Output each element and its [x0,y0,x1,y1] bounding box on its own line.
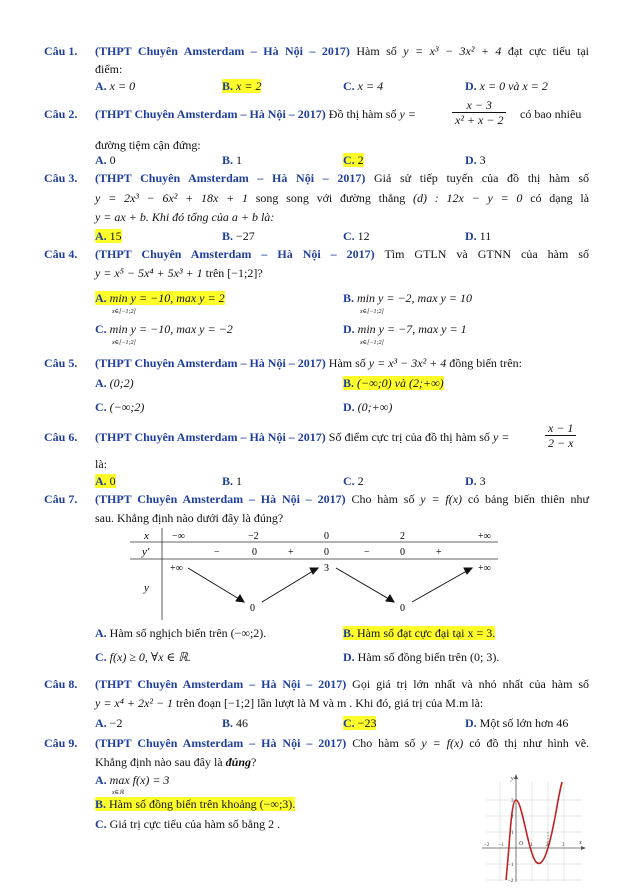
answer-c[interactable]: C. −23 [343,716,377,730]
answer-a[interactable]: A. 15 [95,229,122,243]
y-value: 0 [400,603,405,614]
origin-label: O [519,841,524,847]
question-text: (THPT Chuyên Amsterdam – Hà Nội – 2017) Gọi giá trị lớn nhất và nhỏ nhất của hàm số [95,677,589,691]
question-text-cont: y = x⁵ − 5x⁴ + 5x³ + 1 trên [−1;2]? [95,266,263,280]
x-value: 2 [400,531,405,542]
row-y-label: y [144,582,149,594]
fraction: $\frac{x - 3}{\text{x² + x − 2}}$ [452,98,506,127]
subscript: x∈[−1;2] [360,340,384,346]
question-label: Câu 7. [44,492,78,506]
answer-b[interactable]: B. 1 [222,474,243,488]
answer-a[interactable]: A. x = 0 [95,79,136,93]
sign: − [364,547,370,558]
answer-c[interactable]: C. min y = −10, max y = −2 [95,322,233,336]
x-value: −∞ [172,531,185,542]
question-text-cont: y = ax + b. Khi đó tổng của a + b là: [95,210,275,224]
answer-b[interactable]: B. 1 [222,153,243,167]
answer-c[interactable]: C. Giá trị cực tiểu của hàm số bằng 2 . [95,817,281,831]
variation-table [130,528,498,620]
question-label: Câu 1. [44,44,78,58]
answer-d[interactable]: D. (0;+∞) [343,400,393,414]
arrow-down [188,568,244,602]
subscript: x∈[−1;2] [112,309,136,315]
question-label: Câu 9. [44,736,78,750]
y-arrow [514,774,518,779]
question-label: Câu 2. [44,107,78,121]
answer-c[interactable]: C. (−∞;2) [95,400,145,414]
curve [506,782,562,880]
answer-c[interactable]: C. 2 [343,153,364,167]
question-label: Câu 6. [44,430,78,444]
question-text: (THPT Chuyên Amsterdam – Hà Nội – 2017) Hàm số y = x³ − 3x² + 4 đồng biến trên: [95,356,522,370]
answer-d[interactable]: D. Một số lớn hơn 46 [465,716,569,730]
y-value: 0 [250,603,255,614]
tick: 2 [546,843,549,848]
y-axis-label: y [511,776,514,782]
answer-d[interactable]: D. 3 [465,153,486,167]
question-text: (THPT Chuyên Amsterdam – Hà Nội – 2017) Số điểm cực trị của đồ thị hàm số y = [95,430,510,444]
answer-a[interactable]: A. (0;2) [95,376,134,390]
answer-b[interactable]: B. −27 [222,229,255,243]
answer-d[interactable]: D. 3 [465,474,486,488]
arrow-up [412,568,472,602]
answer-d[interactable]: D. 11 [465,229,492,243]
answer-a[interactable]: A. 0 [95,474,116,488]
question-text: (THPT Chuyên Amsterdam – Hà Nội – 2017) Giả sử tiếp tuyến của đồ thị hàm số [95,171,589,185]
question-text: (THPT Chuyên Amsterdam – Hà Nội – 2017) Cho hàm số y = f(x) có bảng biến thiên như [95,492,590,506]
row-x-label: x [144,530,149,542]
sign: + [436,547,442,558]
tick: −1 [498,843,504,848]
question-text-cont: đường tiệm cận đứng: [95,138,201,152]
x-value: −2 [248,531,259,542]
answer-a[interactable]: A. −2 [95,716,123,730]
question-label: Câu 5. [44,356,78,370]
answer-a[interactable]: A. 0 [95,153,116,167]
tick: 1 [511,831,514,836]
sign: 0 [252,547,257,558]
question-label: Câu 8. [44,677,78,691]
answer-b[interactable]: B. 46 [222,716,249,730]
fraction: $\frac{x - 1}{2 - x}$ [545,421,576,450]
y-value: +∞ [478,563,491,574]
answer-b[interactable]: B. (−∞;0) và (2;+∞) [343,376,444,390]
x-value: +∞ [478,531,491,542]
answer-b[interactable]: B. Hàm số đạt cực đại tại x = 3. [343,626,496,640]
y-value: +∞ [170,563,183,574]
question-text: (THPT Chuyên Amsterdam – Hà Nội – 2017) Tìm GTLN và GTNN của hàm số [95,247,589,261]
y-value: 3 [324,563,329,574]
subscript: x∈[−1;2] [360,309,384,315]
question-text-tail: có bao nhiêu [520,107,582,121]
sign: + [288,547,294,558]
question-text: (THPT Chuyên Amsterdam – Hà Nội – 2017) Đồ thị hàm số y = [95,107,416,121]
answer-a[interactable]: A. Hàm số nghịch biến trên (−∞;2). [95,626,267,640]
subscript: x∈[−1;2] [112,340,136,346]
x-axis-label: x [579,840,582,846]
tick: 3 [511,799,514,804]
x-value: 0 [324,531,329,542]
answer-d[interactable]: D. x = 0 và x = 2 [465,79,548,93]
sign: − [214,547,220,558]
sign: 0 [400,547,405,558]
question-text-cont: điểm: [95,62,123,76]
answer-c[interactable]: C. f(x) ≥ 0, ∀x ∈ ℝ. [95,650,191,664]
tick: 3 [562,843,565,848]
question-text-cont: sau. Khẳng định nào dưới đây là đúng? [95,511,284,525]
x-arrow [581,846,586,850]
tick: −2 [484,843,490,848]
sign: 0 [324,547,329,558]
question-label: Câu 4. [44,247,78,261]
answer-a[interactable]: A. min y = −10, max y = 2 [95,291,225,305]
tick: 2 [511,815,514,820]
row-yp-label: y′ [142,546,150,558]
answer-c[interactable]: C. 12 [343,229,370,243]
arrow-up [262,568,318,602]
question-text-cont: là: [95,457,107,471]
tick: 1 [530,843,533,848]
tick: −1 [508,863,514,868]
arrow-down [336,568,394,602]
answer-b[interactable]: B. Hàm số đồng biến trên khoảng (−∞;3). [95,797,296,811]
question-label: Câu 3. [44,171,78,185]
grid [486,782,582,882]
question-text-cont: Khẳng định nào sau đây là đúng? [95,755,257,769]
arrows [188,568,472,602]
tick: −2 [508,879,514,884]
answer-b[interactable]: B. min y = −2, max y = 10 [343,291,472,305]
function-graph [478,772,588,884]
answer-d[interactable]: D. Hàm số đồng biến trên (0; 3). [343,650,500,664]
question-text-cont: y = 2x³ − 6x² + 18x + 1 song song với đường thẳng (d) : 12x − y = 0 có dạng là [95,191,590,205]
answer-c[interactable]: C. 2 [343,474,364,488]
answer-a[interactable]: A. max f(x) = 3 [95,773,170,787]
question-text: (THPT Chuyên Amsterdam – Hà Nội – 2017) Hàm số y = x³ − 3x² + 4 đạt cực tiểu tại [95,44,590,58]
answer-c[interactable]: C. x = 4 [343,79,384,93]
subscript: x∈ℝ [112,790,124,796]
question-text-cont: y = x⁴ + 2x² − 1 trên đoạn [−1;2] lần lượt là M và m . Khi đó, giá trị của M.m là: [95,696,484,710]
answer-d[interactable]: D. min y = −7, max y = 1 [343,322,467,336]
question-text: (THPT Chuyên Amsterdam – Hà Nội – 2017) Cho hàm số y = f(x) có đồ thị như hình vẽ. [95,736,590,750]
answer-b[interactable]: B. x = 2 [222,79,262,93]
